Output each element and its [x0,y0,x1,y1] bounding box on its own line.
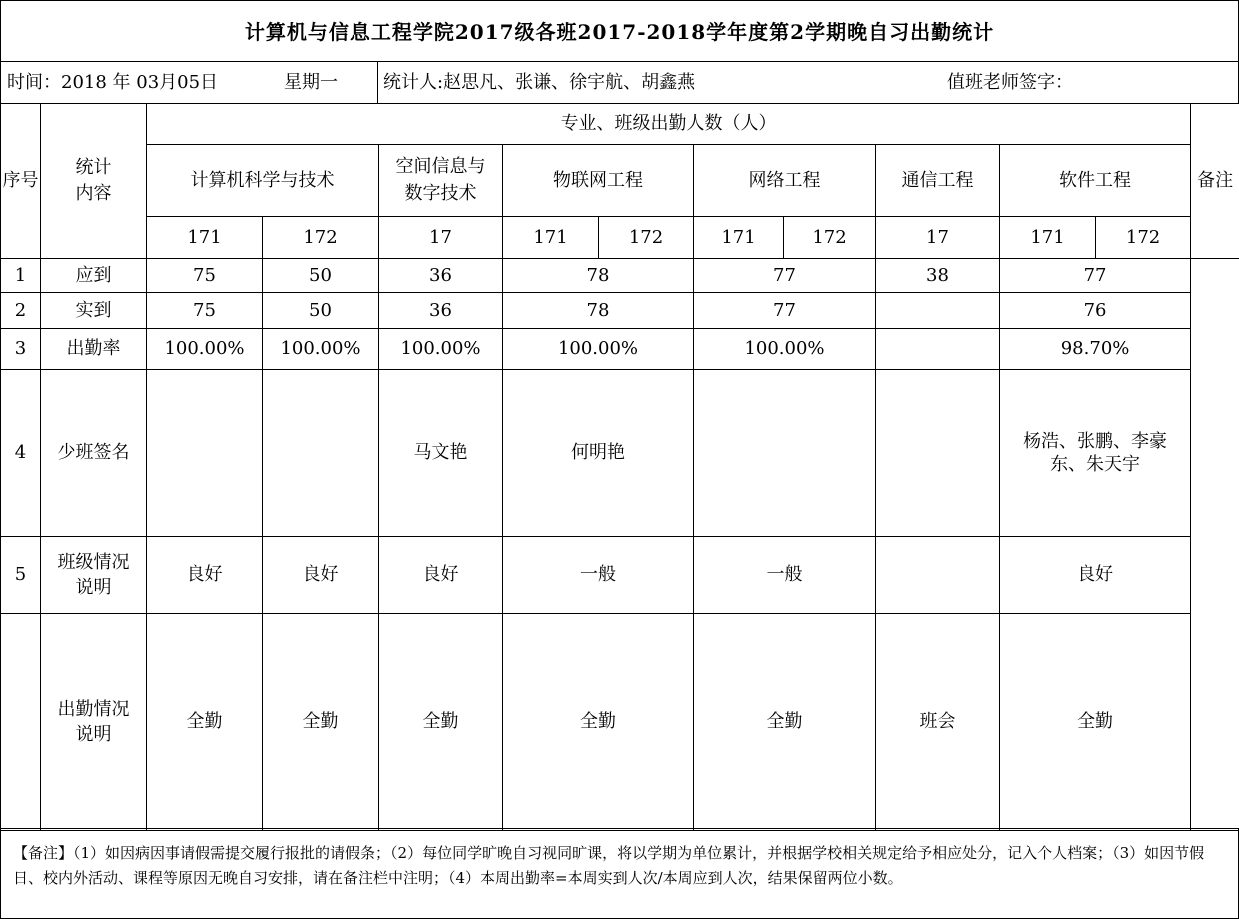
cell-cs172: 50 [263,259,379,293]
cell-cs172: 100.00% [263,329,379,370]
row-label: 出勤率 [41,329,147,370]
cell-cs172: 全勤 [263,614,379,831]
cell-spatial: 100.00% [379,329,503,370]
cell-cs171: 75 [147,293,263,329]
info-divider [377,62,378,103]
cell-iot: 100.00% [503,329,694,370]
table-row [1,293,1239,329]
sheet-title: 计算机与信息工程学院2017级各班2017-2018学年度第2学期晚自习出勤统计 [0,0,1239,62]
row-seq: 3 [1,329,41,370]
cell-telecom [876,370,1000,537]
table-row [1,370,1239,537]
cell-cs172: 良好 [263,537,379,614]
cell-cs171: 100.00% [147,329,263,370]
cell-iot: 全勤 [503,614,694,831]
class-code: 171 [147,217,263,259]
cell-software: 76 [1000,293,1191,329]
header-content: 统计 内容 [41,104,147,259]
cell-network: 一般 [694,537,876,614]
row-label: 实到 [41,293,147,329]
row-label: 出勤情况 说明 [41,614,147,831]
row-seq [1,614,41,831]
row-seq: 4 [1,370,41,537]
header-group: 专业、班级出勤人数（人） [147,104,1191,145]
table-row [1,259,1239,293]
footer-note: 【备注】（1）如因病因事请假需提交履行报批的请假条；（2）每位同学旷晚自习视同旷课，将以学期为单位累计，并根据学校相关规定给予相应处分，记入个人档案；（3）如因节假日、校内外活动、课程等原因无晚自习安排，请在备注栏中注明；（4）本周出勤率=本周实到人次/本周应到人次，结果保留两位小数。 [0,828,1239,919]
header-remark: 备注 [1191,104,1239,259]
date-label: 时间：2018 年 03月05日 [7,72,219,93]
major-cs: 计算机科学与技术 [147,145,379,217]
cell-telecom: 班会 [876,614,1000,831]
row-label: 应到 [41,259,147,293]
major-network: 网络工程 [694,145,876,217]
cell-telecom [876,329,1000,370]
cell-cs171: 良好 [147,537,263,614]
cell-cs172 [263,370,379,537]
cell-software: 良好 [1000,537,1191,614]
class-code: 172 [263,217,379,259]
cell-spatial: 36 [379,293,503,329]
stat-people-label: 统计人:赵思凡、张谦、徐宇航、胡鑫燕 [383,72,696,93]
cell-telecom: 38 [876,259,1000,293]
cell-software: 全勤 [1000,614,1191,831]
cell-spatial: 良好 [379,537,503,614]
cell-software: 98.70% [1000,329,1191,370]
class-code: 172 [784,217,876,259]
cell-telecom [876,293,1000,329]
row-seq: 1 [1,259,41,293]
cell-iot: 何明艳 [503,370,694,537]
header-seq: 序号 [1,104,41,259]
row-seq: 2 [1,293,41,329]
cell-spatial: 马文艳 [379,370,503,537]
cell-cs171: 全勤 [147,614,263,831]
cell-telecom [876,537,1000,614]
cell-iot: 78 [503,259,694,293]
cell-network [694,370,876,537]
cell-iot: 一般 [503,537,694,614]
cell-cs171: 75 [147,259,263,293]
class-code: 171 [503,217,599,259]
row-label: 班级情况 说明 [41,537,147,614]
major-iot: 物联网工程 [503,145,694,217]
cell-software: 77 [1000,259,1191,293]
table-row [1,537,1239,614]
major-spatial: 空间信息与 数字技术 [379,145,503,217]
remark-cell [1191,259,1239,831]
table-row [1,614,1239,831]
cell-iot: 78 [503,293,694,329]
row-seq: 5 [1,537,41,614]
cell-spatial: 36 [379,259,503,293]
class-code: 171 [1000,217,1096,259]
class-code: 171 [694,217,784,259]
cell-cs172: 50 [263,293,379,329]
info-row [0,61,1239,104]
cell-network: 77 [694,293,876,329]
major-telecom: 通信工程 [876,145,1000,217]
attendance-table [0,103,1239,831]
cell-network: 100.00% [694,329,876,370]
major-software: 软件工程 [1000,145,1191,217]
class-code: 17 [876,217,1000,259]
weekday-label: 星期一 [284,72,338,93]
cell-network: 77 [694,259,876,293]
row-label: 少班签名 [41,370,147,537]
class-code: 17 [379,217,503,259]
teacher-sign-label: 值班老师签字： [947,72,1073,93]
cell-software: 杨浩、张鹏、李豪 东、朱天宇 [1000,370,1191,537]
cell-network: 全勤 [694,614,876,831]
cell-cs171 [147,370,263,537]
table-row [1,329,1239,370]
class-code: 172 [599,217,694,259]
class-code: 172 [1096,217,1191,259]
cell-spatial: 全勤 [379,614,503,831]
